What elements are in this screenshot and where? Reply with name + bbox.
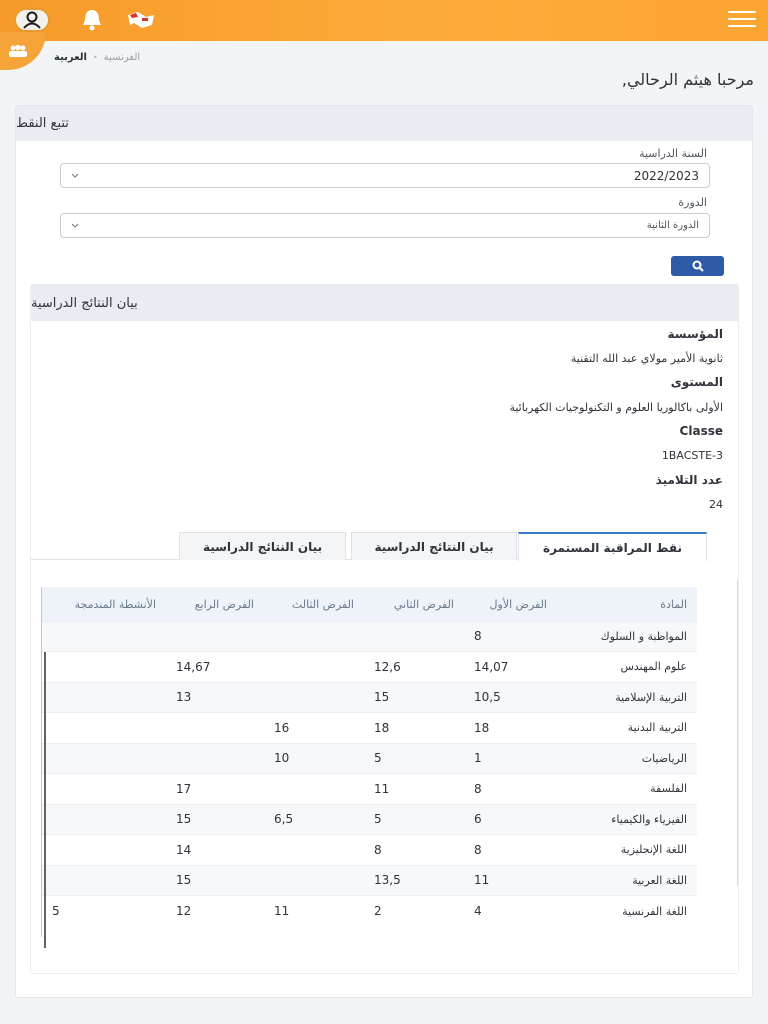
subject-cell: اللغة الإنجليزية <box>557 835 697 866</box>
search-button[interactable] <box>671 256 724 276</box>
subject-cell: التربية الإسلامية <box>557 682 697 713</box>
grade-cell: 8 <box>464 835 557 866</box>
institution-value: ثانوية الأمير مولاي عبد الله التقنية <box>570 352 723 365</box>
grade-cell: 5 <box>364 804 464 835</box>
grade-cell <box>264 865 364 896</box>
lang-arabic-link[interactable]: العربية <box>54 52 87 63</box>
grade-cell: 16 <box>264 713 364 744</box>
flag-icon <box>124 7 158 33</box>
hamburger-icon <box>728 11 756 27</box>
grade-cell: 12,6 <box>364 652 464 683</box>
table-row <box>42 804 697 835</box>
grade-cell: 10,5 <box>464 682 557 713</box>
grades-table <box>42 587 697 926</box>
table-row <box>42 896 697 927</box>
students-value: 24 <box>709 498 723 511</box>
subject-cell: اللغة العربية <box>557 865 697 896</box>
table-row <box>42 865 697 896</box>
grade-cell: 15 <box>166 865 264 896</box>
table-row <box>42 682 697 713</box>
table-row <box>42 743 697 774</box>
grade-cell: 14,67 <box>166 652 264 683</box>
level-value: الأولى باكالوريا العلوم و التكنولوجيات الكهربائية <box>509 401 723 414</box>
tab-results-statement-2[interactable]: بيان النتائج الدراسية <box>179 532 346 560</box>
table-row <box>42 621 697 652</box>
grade-cell: 13,5 <box>364 865 464 896</box>
grade-cell <box>264 774 364 805</box>
grade-cell: 8 <box>364 835 464 866</box>
grade-cell: 18 <box>364 713 464 744</box>
grade-cell: 15 <box>166 804 264 835</box>
tab-continuous-assessment[interactable]: نقط المراقبة المستمرة <box>518 532 707 561</box>
results-panel <box>30 284 739 974</box>
grades-panel <box>15 105 753 998</box>
grade-cell <box>42 652 166 683</box>
year-select[interactable] <box>60 163 710 188</box>
table-row <box>42 652 697 683</box>
grade-cell: 11 <box>464 865 557 896</box>
grade-cell: 17 <box>166 774 264 805</box>
subject-cell: المواظبة و السلوك <box>557 621 697 652</box>
grade-cell: 10 <box>264 743 364 774</box>
grade-cell: 14,07 <box>464 652 557 683</box>
menu-button[interactable] <box>728 11 756 31</box>
lang-french-link[interactable]: الفرنسية <box>103 52 141 63</box>
grade-cell: 15 <box>364 682 464 713</box>
results-title: بيان النتائج الدراسية <box>31 285 738 321</box>
corner-badge[interactable] <box>0 32 46 70</box>
term-select[interactable] <box>60 213 710 238</box>
grade-cell <box>264 652 364 683</box>
grade-cell: 14 <box>166 835 264 866</box>
grade-cell <box>264 621 364 652</box>
subject-cell: الفيزياء والكيمياء <box>557 804 697 835</box>
profile-button[interactable] <box>14 8 50 32</box>
table-row <box>42 713 697 744</box>
students-label: عدد التلاميذ <box>655 473 723 487</box>
user-icon <box>22 11 42 29</box>
tab-results-statement-1[interactable]: بيان النتائج الدراسية <box>351 532 517 560</box>
column-header: الفرض الأول <box>489 597 547 611</box>
grade-cell: 8 <box>464 621 557 652</box>
class-label: Classe <box>679 424 723 438</box>
grades-table-container <box>41 587 696 937</box>
table-row <box>42 835 697 866</box>
institution-label: المؤسسة <box>667 327 723 341</box>
grade-cell: 5 <box>364 743 464 774</box>
grade-cell: 8 <box>464 774 557 805</box>
grade-cell: 5 <box>42 896 166 927</box>
term-label: الدورة <box>678 196 707 209</box>
chevron-down-icon <box>71 173 79 179</box>
grade-cell <box>42 743 166 774</box>
grade-cell <box>42 713 166 744</box>
year-label: السنة الدراسية <box>639 147 707 160</box>
chevron-down-icon <box>71 223 79 229</box>
grade-cell <box>264 835 364 866</box>
notifications-button[interactable] <box>78 7 106 33</box>
grade-cell: 11 <box>364 774 464 805</box>
column-header: الفرض الرابع <box>194 597 254 611</box>
grade-cell: 4 <box>464 896 557 927</box>
grade-cell <box>166 743 264 774</box>
grade-cell: 1 <box>464 743 557 774</box>
top-bar <box>0 0 768 41</box>
column-header: الأنشطة المندمجة <box>74 597 156 611</box>
group-icon <box>8 44 28 58</box>
search-icon <box>692 260 704 272</box>
level-label: المستوى <box>670 375 723 389</box>
grade-cell <box>42 774 166 805</box>
bell-icon <box>78 7 106 33</box>
term-select-value: الدورة الثانية <box>646 220 699 231</box>
grade-cell: 11 <box>264 896 364 927</box>
scrollbar-track <box>737 580 738 886</box>
grade-cell <box>264 682 364 713</box>
grade-cell <box>42 682 166 713</box>
grade-cell <box>166 621 264 652</box>
grade-cell <box>42 835 166 866</box>
scroll-indicator <box>44 652 46 948</box>
panel-title: تتبع النقط <box>16 106 752 141</box>
welcome-message: مرحبا هيثم الرحالي, <box>621 70 754 89</box>
column-header: الفرض الثاني <box>393 597 454 611</box>
subject-cell: التربية البدنية <box>557 713 697 744</box>
language-flag-button[interactable] <box>124 7 158 33</box>
subject-cell: اللغة الفرنسية <box>557 896 697 927</box>
grade-cell <box>42 621 166 652</box>
class-value: 1BACSTE-3 <box>661 449 723 462</box>
grade-cell <box>166 713 264 744</box>
grade-cell: 6 <box>464 804 557 835</box>
table-header-row <box>42 587 697 621</box>
grade-cell <box>42 865 166 896</box>
column-header: المادة <box>660 597 687 611</box>
table-row <box>42 774 697 805</box>
column-header: الفرض الثالث <box>291 597 354 611</box>
grade-cell <box>42 804 166 835</box>
grade-cell: 12 <box>166 896 264 927</box>
subject-cell: الفلسفة <box>557 774 697 805</box>
grade-cell: 2 <box>364 896 464 927</box>
year-select-value: 2022/2023 <box>633 168 699 183</box>
language-switch: الفرنسية•العربية <box>54 52 141 63</box>
grade-cell: 18 <box>464 713 557 744</box>
grade-cell: 13 <box>166 682 264 713</box>
results-tabs <box>31 530 707 560</box>
grade-cell: 6,5 <box>264 804 364 835</box>
subject-cell: علوم المهندس <box>557 652 697 683</box>
subject-cell: الرياضيات <box>557 743 697 774</box>
grade-cell <box>364 621 464 652</box>
